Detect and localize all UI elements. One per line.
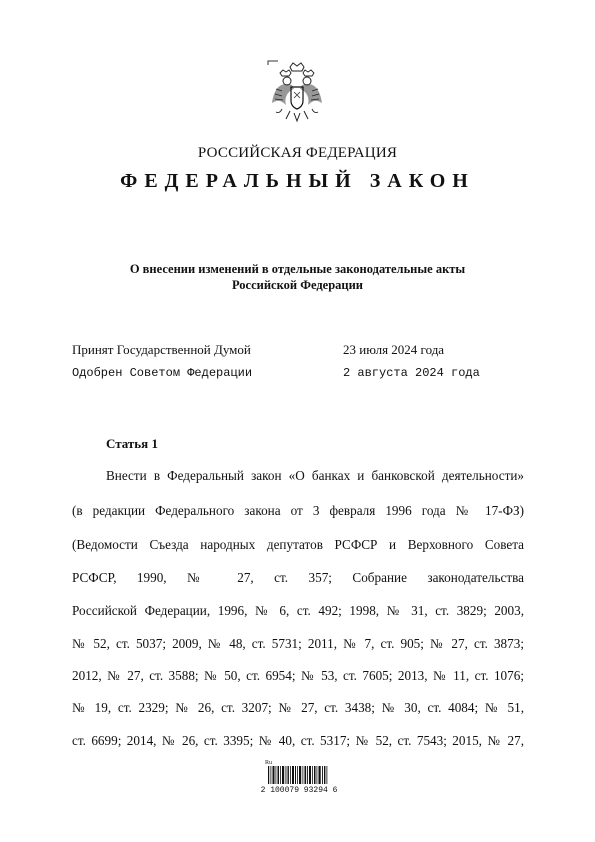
article-text-line: 2012, № 27, ст. 3588; № 50, ст. 6954; № 53, ст. 7605; 2013, № 11, ст. 1076;: [72, 668, 524, 683]
barcode-number: 2 100079 93294 6: [260, 786, 338, 795]
coat-of-arms-icon: [266, 59, 328, 125]
article-text-line: (в редакции Федерального закона от 3 февраля 1996 года № 17-ФЗ): [72, 503, 524, 518]
council-approval-date: 2 августа 2024 года: [343, 366, 480, 380]
law-subject-line-1: О внесении изменений в отдельные законодательные акты: [129, 262, 466, 276]
article-text-line: ст. 6699; 2014, № 26, ст. 3395; № 40, ст. 5317; № 52, ст. 7543; 2015, № 27,: [72, 733, 524, 748]
svg-text:Ru: Ru: [265, 760, 273, 766]
article-text-line: Российской Федерации, 1996, № 6, ст. 492; 1998, № 31, ст. 3829; 2003,: [72, 603, 524, 618]
duma-adoption-date: 23 июля 2024 года: [343, 342, 445, 357]
country-name: РОССИЙСКАЯ ФЕДЕРАЦИЯ: [197, 145, 398, 161]
article-text-line: № 19, ст. 2329; № 26, ст. 3207; № 27, ст. 3438; № 30, ст. 4084; № 51,: [72, 700, 524, 715]
duma-adoption-label: Принят Государственной Думой: [72, 342, 251, 357]
article-text-line: № 52, ст. 5037; 2009, № 48, ст. 5731; 2011, № 7, ст. 905; № 27, ст. 3873;: [72, 636, 524, 651]
council-approval-label: Одобрен Советом Федерации: [72, 366, 253, 380]
article-heading: Статья 1: [106, 436, 158, 451]
law-subject-line-2: Российской Федерации: [231, 278, 364, 292]
law-type-title: ФЕДЕРАЛЬНЫЙ ЗАКОН: [120, 170, 475, 192]
article-text-line: (Ведомости Съезда народных депутатов РСФСР и Верховного Совета: [72, 537, 524, 552]
article-text-line: РСФСР, 1990, № 27, ст. 357; Собрание законодательства: [72, 570, 524, 585]
article-text-line: Внести в Федеральный закон «О банках и банковской деятельности»: [106, 468, 524, 483]
